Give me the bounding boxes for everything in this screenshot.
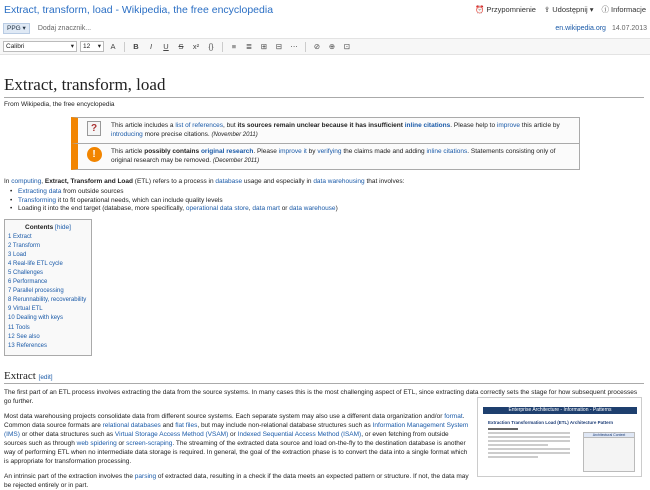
ambox-bold: possibly contains [144,148,201,155]
info-button[interactable] [601,4,646,15]
list-text: from outside sources [61,188,124,195]
toc-list [8,233,88,351]
list-item [14,197,644,206]
toc-item[interactable]: 9 Virtual ETL [8,306,43,313]
strike-button[interactable]: S [178,42,184,51]
link[interactable]: screen-scraping [126,439,173,447]
list-item [14,188,644,197]
font-family-value: Calibri [6,43,25,50]
remind-button[interactable] [475,4,536,15]
para-text: or [228,430,238,438]
toc-item[interactable]: 8 Rerunnability, recoverability [8,297,87,304]
link[interactable]: flat files [175,421,198,429]
intro-list [14,188,644,214]
link[interactable]: introducing [111,131,143,138]
ambox-citations-text [111,121,576,140]
list-text: Loading it into the end target (database, more specifically, [18,205,186,212]
toc-item[interactable]: 6 Performance [8,279,48,286]
link[interactable]: list of references [175,122,223,129]
paragraph [4,412,469,466]
list-text: , [248,205,253,212]
figure-line [488,456,538,458]
clock-icon: ⏰ [475,5,485,14]
figure-box-title: Architectural Context [584,433,634,438]
link[interactable]: Virtual Storage Access Method (VSAM) [114,430,229,438]
question-icon [85,121,103,136]
link-button[interactable]: ⊕ [328,42,336,51]
date-label: 14.07.2013 [611,24,647,32]
italic-button[interactable]: I [149,42,153,51]
more-button[interactable]: ⋯ [290,42,298,51]
ambox-date: (December 2011) [212,158,260,164]
attach-button[interactable]: ⊘ [313,42,321,51]
font-size-value: 12 [83,43,91,50]
link[interactable]: parsing [134,472,157,480]
list-text: it to fit operational needs, which can include quality levels [56,196,223,204]
list-text: or [279,205,290,212]
note-meta-row [3,22,647,34]
ambox-date: (November 2011) [211,132,258,138]
intro-paragraph [4,177,644,186]
page-title: Extract, transform, load [4,75,644,98]
bullet-list-button[interactable]: ≡ [231,42,237,51]
para-text: , or even fetching from outside sources such as through [4,430,449,447]
align-button[interactable]: ⊡ [343,42,351,51]
ambox-text: by [306,148,318,155]
link[interactable]: inline citations [404,122,451,129]
link[interactable]: Information Management System (IMS) [4,421,469,438]
note-title[interactable]: Extract, transform, load - Wikipedia, the free encyclopedia [4,4,274,16]
figure-line [488,452,570,454]
para-text: or other data structures such as [19,430,115,438]
ambox-text: , but [223,122,238,129]
para-text: . Common data source formats are [4,412,465,429]
link[interactable]: improve it [278,148,307,155]
toolbar-divider [124,42,125,52]
code-button[interactable]: {} [208,42,214,51]
figure-text-lines [488,428,570,460]
font-family-select[interactable] [3,41,77,52]
paragraph: The first part of an ETL process involves extracting the data from the source systems. In many cases this is the most challenging aspect of ETL, since extracting data correctly sets the stage for how subsequent processes go further. [4,388,638,405]
paragraph [4,472,469,490]
link[interactable]: database [215,178,243,185]
link[interactable]: data warehousing [313,178,365,185]
ambox-text: the claims made and adding [341,148,427,155]
intro-text: that involves: [364,178,405,185]
link[interactable]: original research [200,148,254,155]
source-info [555,25,647,32]
link[interactable]: format [444,412,463,420]
toc-item[interactable]: 1 Extract [8,233,32,240]
section-heading [4,370,644,384]
toc-item[interactable]: 12 See also [8,333,40,340]
toc-item[interactable]: 2 Transform [8,242,41,249]
ambox-text: more precise citations. [142,131,210,138]
info-label: Informacje [610,5,646,14]
table-of-contents [4,219,92,356]
table-button[interactable]: ⊟ [275,42,283,51]
link[interactable]: computing [11,178,42,185]
share-icon: ⇪ [543,5,551,14]
share-button[interactable]: ⇪ Udostępnij ▾ [543,5,594,14]
question-icon-glyph: ? [87,121,101,136]
app-header [0,0,650,36]
intro-bold: Extract, Transform and Load [44,178,133,185]
para-text: , but may include non-relational database structures such as [197,421,373,429]
toc-item[interactable]: 11 Tools [8,324,30,331]
font-size-select[interactable] [80,41,104,52]
link[interactable]: inline citations [426,148,468,155]
toc-item[interactable]: 4 Real-life ETL cycle [8,260,63,267]
superscript-button[interactable]: x² [192,42,200,51]
figure-title: Extraction Transformation Load (ETL) Architecture Pattern [488,420,614,425]
ambox-text: This article [111,148,145,155]
toc-hide-link[interactable]: [hide] [55,223,71,231]
intro-text: (ETL) refers to a process in [133,178,216,185]
formatting-toolbar [0,38,650,55]
toolbar-divider [222,42,223,52]
intro-text: In [4,178,12,185]
ambox-text: . Statements consisting only of original research may be removed. [111,148,556,164]
warning-icon-glyph: ! [87,147,102,162]
warning-icon [85,147,103,162]
para-text: and [160,421,176,429]
toc-item[interactable]: 10 Dealing with keys [8,315,64,322]
edit-link[interactable]: [edit] [38,373,53,381]
link[interactable]: improve [496,122,520,129]
underline-button[interactable]: U [163,42,169,51]
chevron-down-icon: ▾ [97,43,101,50]
para-text: . The streaming of the extracted data source and load on-the-fly to the destination database is another way of performing ETL when no intermediate data storage is required. In general, the goal of the extraction phase is to convert the data into a single format which is appropriate for transformation processing. [4,439,468,465]
add-tag-input[interactable]: Dodaj znacznik... [37,24,92,32]
figure-line [488,444,548,446]
para-text: An intrinsic part of the extraction involves the [4,472,135,480]
link[interactable]: Extracting data [18,188,62,195]
share-label: Udostępnij [552,5,588,14]
ambox-original-research [71,144,580,170]
para-text: or [116,439,127,447]
para-text: Most data warehousing projects consolidate data from different source systems. Each separate system may also use a different data organization and/or [4,412,445,420]
link[interactable]: data mart [252,205,280,212]
figure-line [488,448,570,450]
toc-item[interactable]: 5 Challenges [8,269,44,276]
section-title: Extract [4,369,36,382]
figure-context-box [583,432,635,472]
architecture-figure[interactable] [477,397,642,477]
toc-title: Contents [25,223,54,231]
link[interactable]: verifying [317,148,342,155]
figure-line [488,428,518,430]
intro-text: , [41,178,45,185]
link[interactable]: relational databases [102,421,161,429]
notebook-tag[interactable]: PPG ▾ [3,23,30,34]
link[interactable]: Indexed Sequential Access Method (ISAM) [237,430,362,438]
ambox-text: . Please help to [450,122,497,129]
ambox-text: this article by [520,122,560,129]
ambox-text: . Please [253,148,279,155]
remind-label: Przypomnienie [486,5,536,14]
header-actions [475,4,646,15]
toc-item[interactable]: 3 Load [8,251,27,258]
intro-text: usage and especially in [242,178,314,185]
chevron-down-icon: ▾ [70,43,74,50]
page-subtitle: From Wikipedia, the free encyclopedia [4,101,115,108]
bold-button[interactable]: B [133,42,139,51]
numbered-list-button[interactable]: ≣ [245,42,253,51]
info-icon: ⓘ [601,5,609,14]
figure-line [488,432,570,434]
toc-item[interactable]: 13 References [8,342,48,349]
ambox-bold: its sources remain unclear because it has insufficient [237,122,405,129]
figure-line [488,436,570,438]
list-item [14,205,644,214]
para-text: of extracted data, resulting in a check if the data meets an expected pattern or structure. If not, the data may be rejected entirely or in part. [4,472,469,489]
note-content [4,58,644,489]
link[interactable]: data warehouse [289,205,336,212]
font-color-button[interactable]: A [110,42,116,51]
ambox-text: This article includes a [111,122,176,129]
notebook-tag-label: PPG [7,24,21,32]
checkbox-button[interactable]: ⊞ [260,42,268,51]
ambox-research-text [111,147,576,166]
source-link[interactable]: en.wikipedia.org [555,24,606,32]
list-text: ) [335,205,338,212]
figure-banner: Enterprise Architecture - Information - Patterns [483,407,637,414]
link[interactable]: Transforming [18,196,57,204]
figure-line [488,440,570,442]
ambox-citations [71,117,580,144]
toc-item[interactable]: 7 Parallel processing [8,288,64,295]
link[interactable]: operational data store [185,205,249,212]
link[interactable]: web spidering [76,439,117,447]
toc-header [8,223,88,232]
toolbar-divider [305,42,306,52]
